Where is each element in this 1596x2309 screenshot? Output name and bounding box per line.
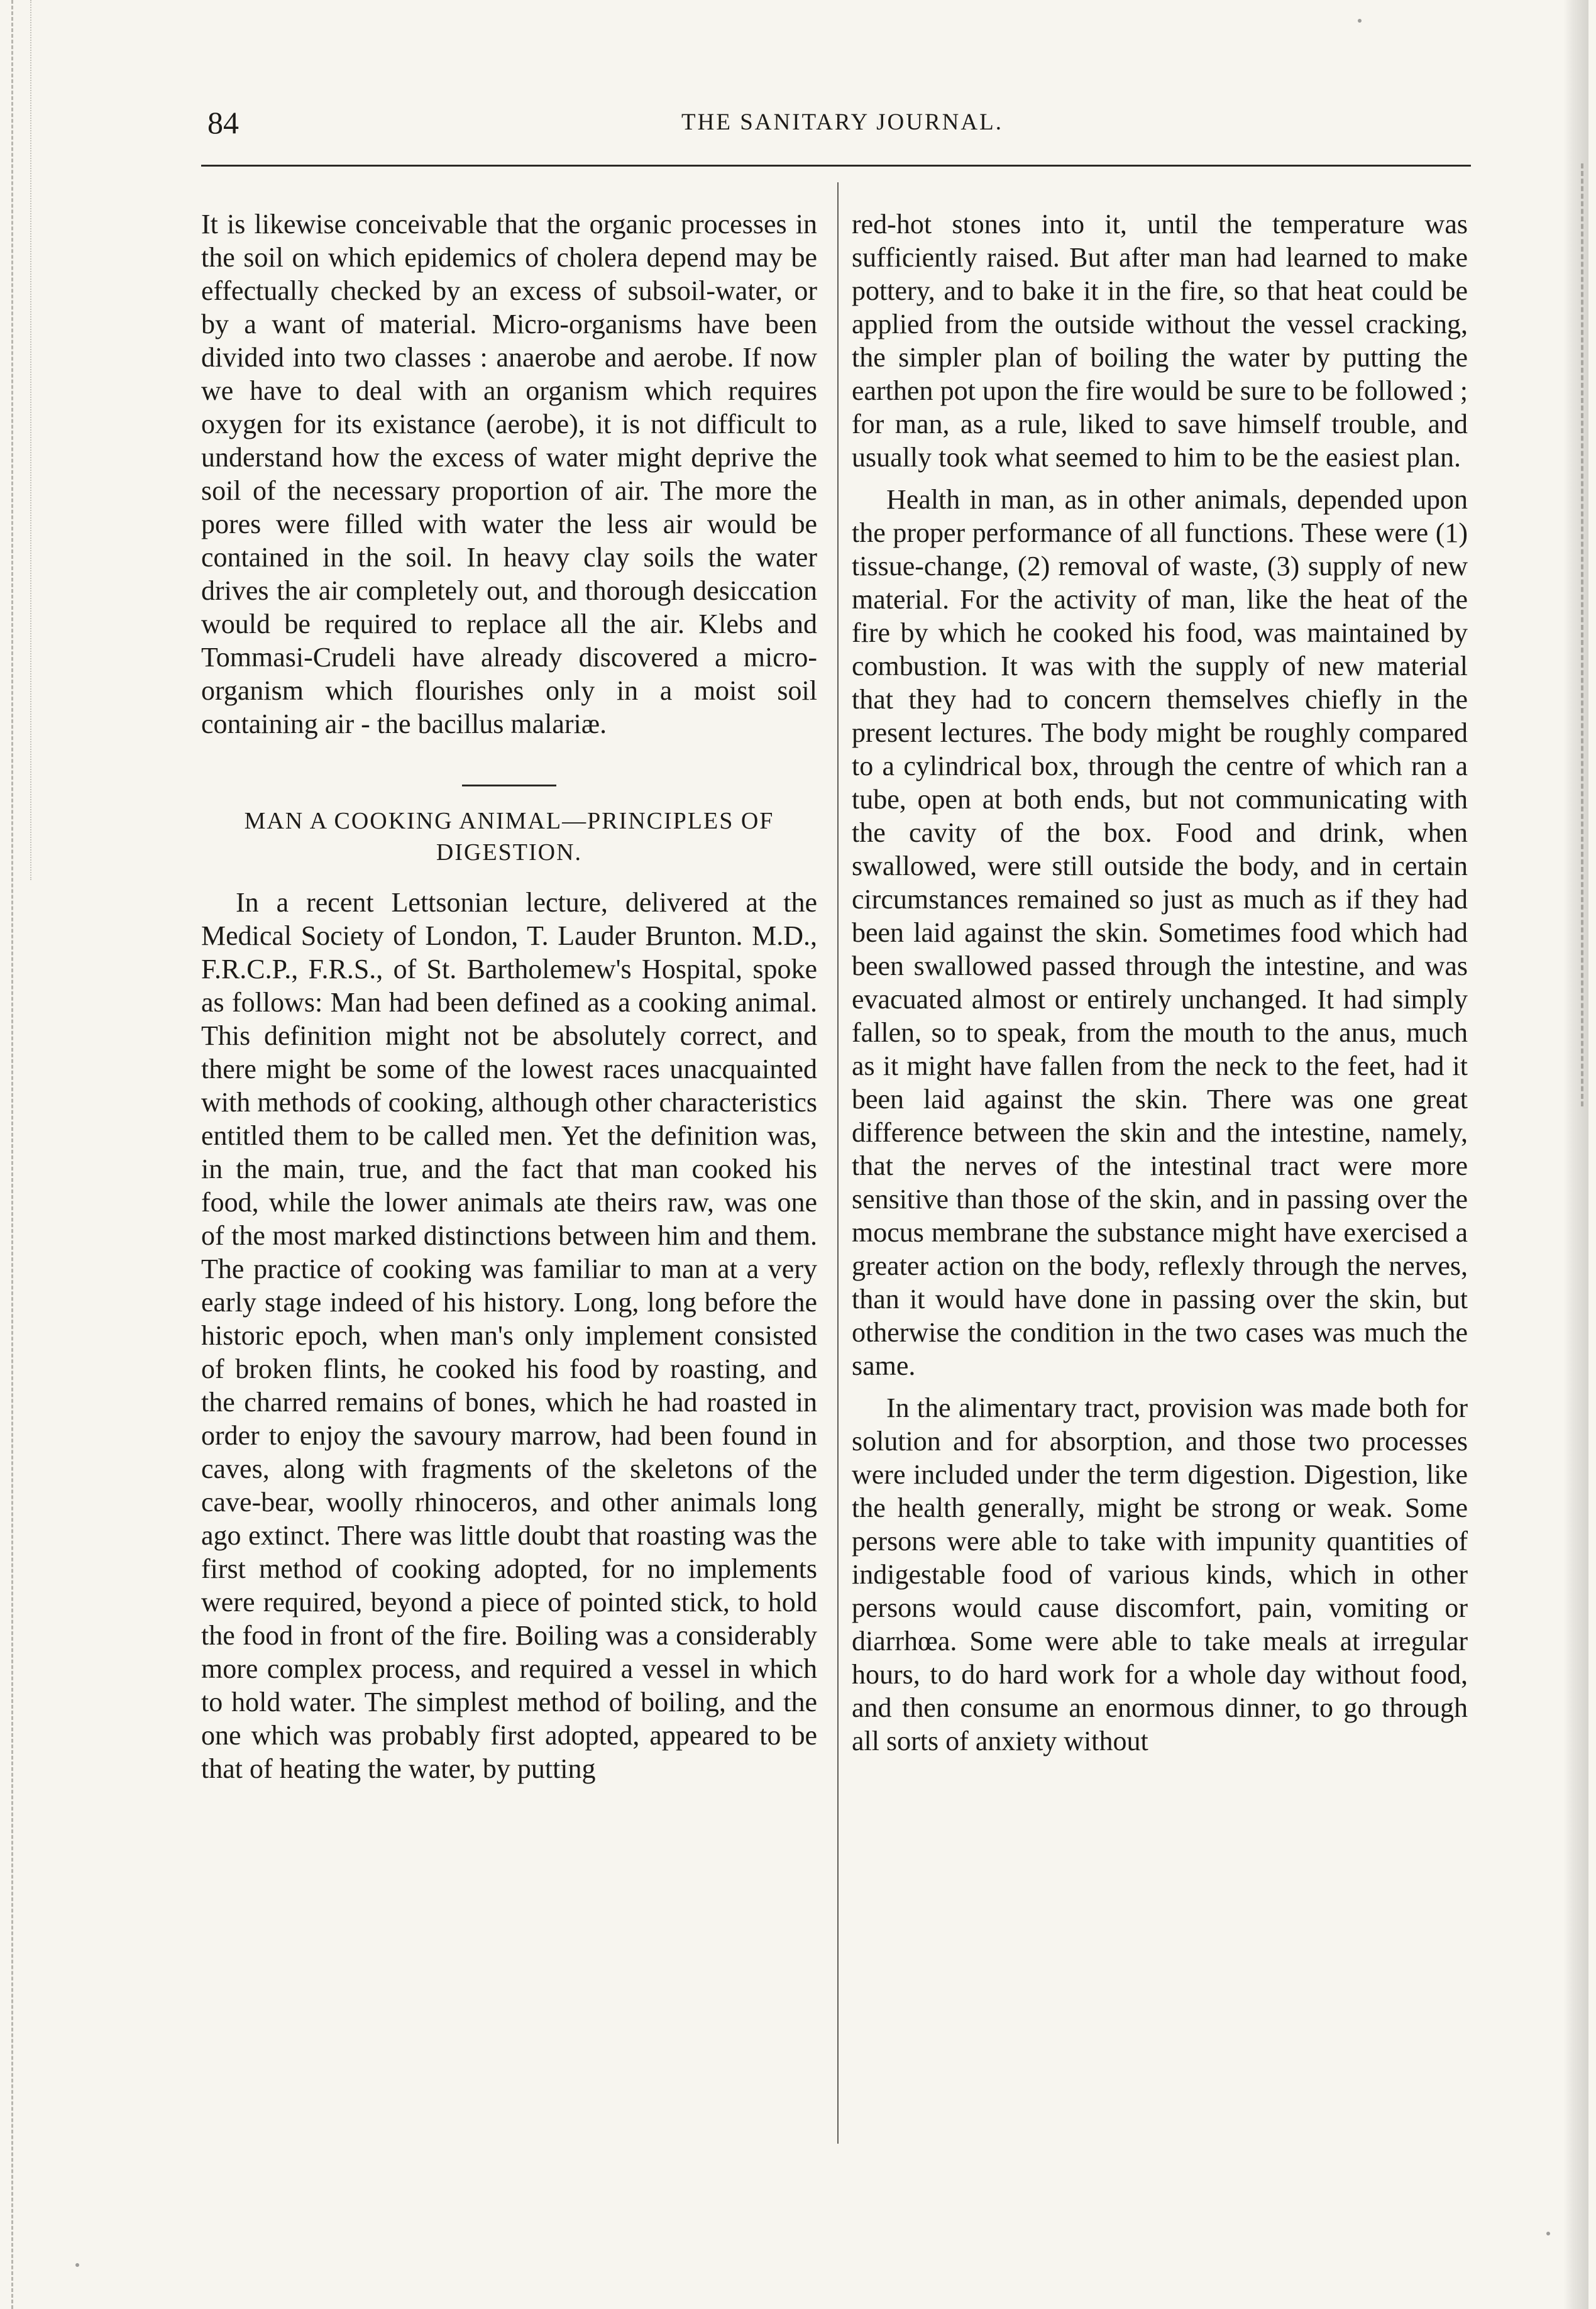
- scan-right-edge-marks: [1576, 163, 1583, 1106]
- column-divider: [837, 182, 839, 2144]
- page-number: 84: [207, 105, 239, 140]
- paragraph: red-hot stones into it, until the temperature was sufficiently raised. But after man had learned to make pottery, and to bake it in the fire, so that heat could be applied from the outside without the vessel cracking, the simpler plan of boiling the water by putting the earthen pot upon the fire would be sure to be followed ; for man, as a rule, liked to save himself trouble, and usually took what seemed to him to be the easiest plan.: [852, 209, 1468, 473]
- header-rule: [201, 165, 1471, 167]
- scan-speck: [1546, 2232, 1550, 2235]
- scan-speck: [75, 2263, 79, 2267]
- paragraph: In the alimentary tract, provision was made both for solution and for absorption, and those two processes were included under the term digestion. Digestion, like the health generally, might be strong or weak. Some persons were able to take with impunity quantities of indigestable food of various kinds, which in other persons would cause discomfort, pain, vomiting or diarrhœa. Some were able to take meals at irregular hours, to do hard work for a whole day without food, and then consume an enormous dinner, to go through all sorts of anxiety without: [852, 1392, 1468, 1756]
- section-heading: MAN A COOKING ANIMAL—PRINCIPLES OF DIGESTION.: [244, 808, 774, 866]
- left-column: [201, 207, 817, 1785]
- scan-left-edge: [11, 0, 27, 2309]
- right-column: [852, 207, 1468, 1758]
- scan-left-edge-marks: [30, 0, 38, 880]
- section-divider: [462, 785, 556, 786]
- paragraph: It is likewise conceivable that the organic processes in the soil on which epidemics of cholera depend may be effectually checked by an excess of subsoil-water, or by a want of material. Micro-organisms have been divided into two classes : anaerobe and aerobe. If now we have to deal with an organism which requires oxygen for its existance (aerobe), it is not difficult to understand how the excess of water might deprive the soil of the necessary proportion of air. The more the pores were filled with water the less air would be contained in the soil. In heavy clay soils the water drives the air completely out, and thorough desiccation would be required to replace all the air. Klebs and Tommasi-Crudeli have already discovered a micro-organism which flourishes only in a moist soil containing air - the bacillus malariæ.: [201, 209, 817, 739]
- page-header: [207, 97, 1477, 148]
- scan-speck: [1358, 19, 1362, 23]
- paragraph: In a recent Lettsonian lecture, delivered at the Medical Society of London, T. Lauder Brunton. M.D., F.R.C.P., F.R.S., of St. Bartholemew's Hospital, spoke as follows: Man had been defined as a cooking animal. This definition might not be absolutely correct, and there might be some of the lowest races unacquainted with methods of cooking, although other characteristics entitled them to be called men. Yet the definition was, in the main, true, and the fact that man cooked his food, while the lower animals ate theirs raw, was one of the most marked distinctions between him and them. The practice of cooking was familiar to man at a very early stage indeed of his history. Long, long before the historic epoch, when man's only implement consisted of broken flints, he cooked his food by roasting, and the charred remains of bones, which he had roasted in order to enjoy the savoury marrow, had been found in caves, along with fragments of the skeletons of the cave-bear, woolly rhinoceros, and other animals long ago extinct. There was little doubt that roasting was the first method of cooking adopted, for no implements were required, beyond a piece of pointed stick, to hold the food in front of the fire. Boiling was a considerably more complex process, and required a vessel in which to hold water. The simplest method of boiling, and the one which was probably first adopted, appeared to be that of heating the water, by putting: [201, 887, 817, 1784]
- paragraph: Health in man, as in other animals, depended upon the proper performance of all functions. These were (1) tissue-change, (2) removal of waste, (3) supply of new material. For the activity of man, like the heat of the fire by which he cooked his food, was maintained by combustion. It was with the supply of new material that they had to concern themselves chiefly in the present lectures. The body might be roughly compared to a cylindrical box, through the centre of which ran a tube, open at both ends, but not communicating with the cavity of the box. Food and drink, when swallowed, were still outside the body, and in certain circumstances remained so just as much as if they had been laid against the skin. Sometimes food which had been swallowed passed through the intestine, and was evacuated almost or entirely unchanged. It had simply fallen, so to speak, from the mouth to the anus, much as it might have fallen from the neck to the feet, had it been laid against the skin. There was one great difference between the skin and the intestine, namely, that the nerves of the intestinal tract were more sensitive than those of the skin, and in passing over the mocus membrane the substance might have exercised a greater action on the body, reflexly through the nerves, than it would have done in passing over the skin, but otherwise the condition in the two cases was much the same.: [852, 484, 1468, 1381]
- running-title: THE SANITARY JOURNAL.: [681, 109, 1003, 135]
